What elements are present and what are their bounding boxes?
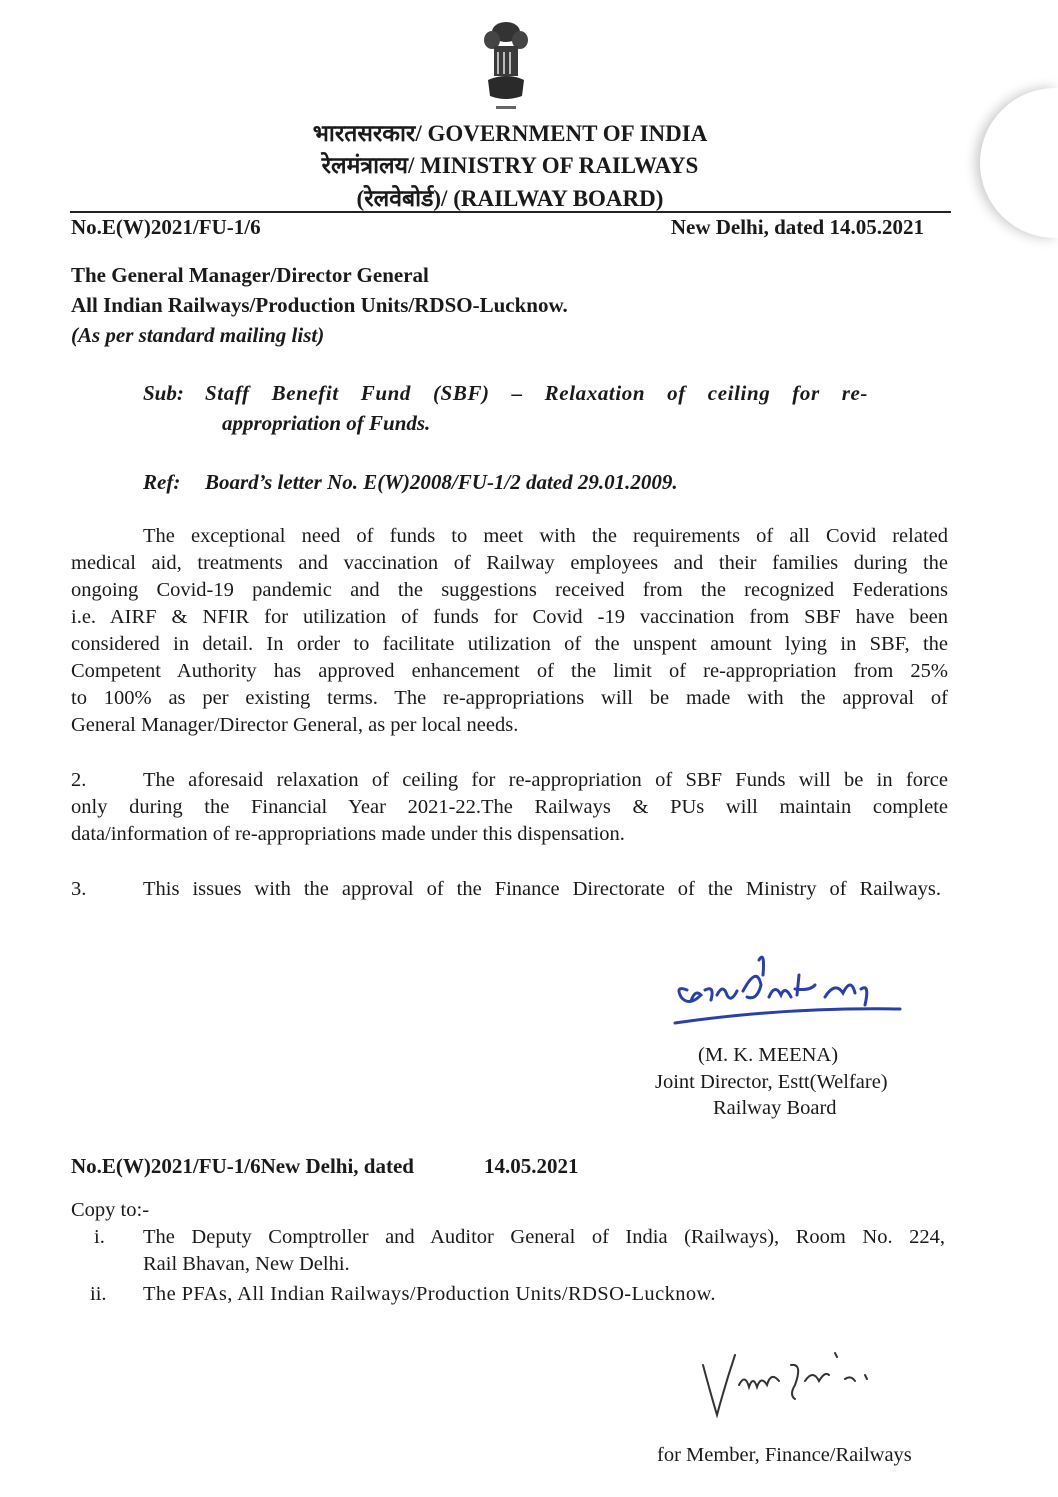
paragraph-line: only during the Financial Year 2021-22.The Railways & PUs will maintain complete (71, 796, 948, 818)
copy-item-number: ii. (90, 1283, 107, 1305)
header-ministry: रेलमंत्रालय/ MINISTRY OF RAILWAYS (321, 153, 699, 178)
reference-text: Board’s letter No. E(W)2008/FU-1/2 dated 29.01.2009. (205, 470, 678, 494)
copy-item-number: i. (94, 1226, 105, 1248)
signature-meena (665, 945, 910, 1045)
letter-date: New Delhi, dated 14.05.2021 (670, 215, 924, 239)
paragraph-number: 3. (71, 878, 87, 900)
for-member-finance: for Member, Finance/Railways (657, 1444, 912, 1466)
national-emblem-icon (482, 18, 530, 113)
reference-label: Ref: (143, 470, 181, 494)
paragraph-line: ongoing Covid-19 pandemic and the suggestions received from the recognized Federations (71, 579, 948, 601)
paragraph-line: The exceptional need of funds to meet with the requirements of all Covid related (143, 525, 948, 547)
paragraph-number: 2. (71, 769, 87, 791)
subject-line: appropriation of Funds. (222, 411, 431, 435)
signature-for-member (695, 1335, 885, 1425)
addressee-line: All Indian Railways/Production Units/RDSO-Lucknow. (71, 293, 568, 317)
addressee-line: The General Manager/Director General (71, 263, 429, 287)
paragraph-line: Competent Authority has approved enhancement of the limit of re-appropriation from 25% (71, 660, 948, 682)
header-divider (70, 211, 951, 213)
paragraph-3: This issues with the approval of the Finance Directorate of the Ministry of Railways. (143, 878, 941, 900)
paragraph-line: medical aid, treatments and vaccination of Railway employees and their families during the (71, 552, 948, 574)
mailing-list-note: (As per standard mailing list) (71, 323, 325, 347)
header-government: भारतसरकार/ GOVERNMENT OF INDIA (312, 121, 708, 146)
copy-letter-number: No.E(W)2021/FU-1/6New Delhi, dated (71, 1154, 414, 1178)
subject-line: Staff Benefit Fund (SBF) – Relaxation of ceiling for re- (205, 381, 868, 405)
header-board: (रेलवेबोर्ड)/ (RAILWAY BOARD) (356, 186, 664, 211)
paragraph-line: i.e. AIRF & NFIR for utilization of funds for Covid -19 vaccination from SBF have been (71, 606, 948, 628)
signatory-designation: Joint Director, Estt(Welfare) (655, 1071, 888, 1093)
letter-number: No.E(W)2021/FU-1/6 (71, 215, 261, 239)
copy-date: 14.05.2021 (484, 1154, 579, 1178)
paragraph-line: data/information of re-appropriations made under this dispensation. (71, 823, 625, 845)
paragraph-line: General Manager/Director General, as per local needs. (71, 714, 519, 736)
paragraph-line: The aforesaid relaxation of ceiling for re-appropriation of SBF Funds will be in force (143, 769, 948, 791)
copy-item: The Deputy Comptroller and Auditor General of India (Railways), Room No. 224, (143, 1226, 945, 1248)
subject-label: Sub: (143, 381, 184, 405)
copy-item-continued: Rail Bhavan, New Delhi. (143, 1253, 350, 1275)
paragraph-line: considered in detail. In order to facilitate utilization of the unspent amount lying in SBF, the (71, 633, 948, 655)
paragraph-line: to 100% as per existing terms. The re-appropriations will be made with the approval of (71, 687, 948, 709)
copy-item: The PFAs, All Indian Railways/Production Units/RDSO-Lucknow. (143, 1283, 716, 1305)
signatory-name: (M. K. MEENA) (698, 1044, 839, 1066)
copy-to-label: Copy to:- (71, 1199, 150, 1221)
signatory-office: Railway Board (713, 1097, 837, 1119)
